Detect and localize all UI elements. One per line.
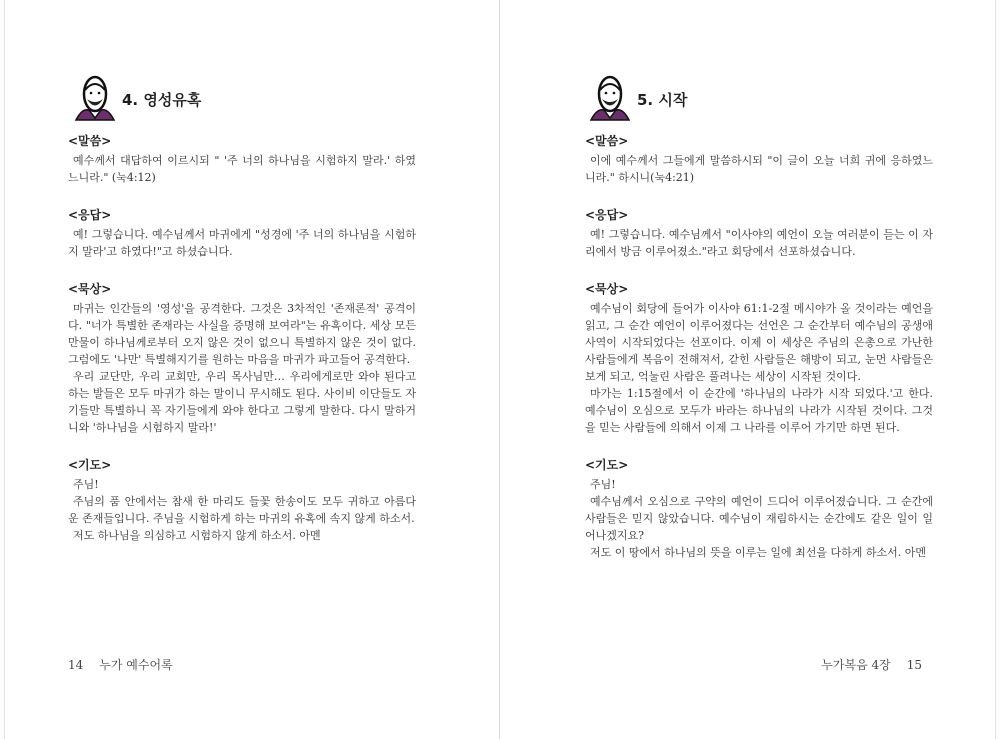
page-number: 15: [906, 658, 922, 672]
paragraph: 예수님께서 오심으로 구약의 예언이 드디어 이루어졌습니다. 그 순간에 사람들은 믿지 않았습니다. 예수님이 재림하시는 순간에도 같은 일이 일어나겠지요?: [585, 495, 933, 542]
paragraph: 마귀는 인간들의 '영성'을 공격한다. 그것은 3차적인 '존재론적' 공격이다. "너가 특별한 존재라는 사실을 증명해 보여라"는 유혹이다. 세상 모든 만물이 하나님께로부터 오지 않은 것이 없으니 특별하지 않은 것이 없다. 그럼에도 '나만' 특별해지기를 원하는 마음을 마귀가 파고들어 공격한다.: [68, 302, 416, 366]
running-title: 누가 예수어록: [99, 658, 173, 672]
page-footer: [821, 656, 922, 673]
paragraph: 주님의 품 안에서는 참새 한 마리도 들꽃 한송이도 모두 귀하고 아름다운 존재들입니다. 주님을 시험하게 하는 마귀의 유혹에 속지 않게 하소서.: [68, 495, 416, 525]
page-edge: [4, 0, 5, 739]
page-content: [68, 132, 416, 564]
section-heading: <말씀>: [585, 134, 629, 148]
section-meditation: [68, 280, 416, 436]
chapter-header: [72, 72, 201, 122]
paragraph: 저도 이 땅에서 하나님의 뜻을 이루는 일에 최선을 다하게 하소서. 아멘: [590, 546, 926, 559]
chapter-title: 5. 시작: [637, 90, 688, 109]
page-content: [585, 132, 933, 581]
paragraph: 우리 교단만, 우리 교회만, 우리 목사님만… 우리에게로만 와야 된다고 하는 발들은 모두 마귀가 하는 말이니 무시해도 된다. 사이비 이단들도 자기들만 특별하니 꼭 자기들에게 와야 한다고 그렇게 말한다. 다시 말하거니와 '하나님을 시험하지 말라!': [68, 370, 416, 434]
section-heading: <묵상>: [585, 282, 629, 296]
section-word: [585, 132, 933, 186]
paragraph: 마가는 1:15절에서 이 순간에 '하나님의 나라가 시작 되었다.'고 한다. 예수님이 오심으로 모두가 바라는 하나님의 나라가 시작된 것이다. 그것을 믿는 사람들에 의해서 이제 그 나라를 이루어 가기만 하면 된다.: [585, 387, 933, 434]
section-heading: <응답>: [68, 208, 112, 222]
page-footer: [68, 656, 173, 673]
paragraph: 예! 그렇습니다. 예수님께서 마귀에게 "성경에 '주 너의 하나님을 시험하지 말라'고 하였다!"고 하셨습니다.: [68, 228, 416, 258]
right-page: [500, 0, 1000, 739]
section-meditation: [585, 280, 933, 436]
section-prayer: [585, 456, 933, 561]
section-heading: <묵상>: [68, 282, 112, 296]
chapter-title: 4. 영성유혹: [122, 90, 202, 109]
page-edge: [995, 0, 996, 739]
chapter-header: [587, 72, 687, 122]
section-prayer: [68, 456, 416, 544]
section-response: [585, 206, 933, 260]
paragraph: 저도 하나님을 의심하고 시험하지 않게 하소서. 아멘: [73, 529, 321, 542]
section-heading: <기도>: [68, 458, 112, 472]
paragraph: 주님!: [73, 478, 99, 491]
section-heading: <말씀>: [68, 134, 112, 148]
section-heading: <응답>: [585, 208, 629, 222]
paragraph: 예수님이 회당에 들어가 이사야 61:1-2절 메시야가 올 것이라는 예언을 읽고, 그 순간 예언이 이루어졌다는 선언은 그 순간부터 예수님의 공생애 사역이 시작되었다는 선포이다. 이제 이 세상은 주님의 은총으로 가난한 사람들에게 복음이 전해져서, 갇힌 사람들은 해방이 되고, 눈먼 사람들은 보게 되고, 억눌린 사람은 풀려나는 세상이 시작된 것이다.: [585, 302, 933, 383]
section-word: [68, 132, 416, 186]
paragraph: 주님!: [590, 478, 616, 491]
jesus-avatar-icon: [72, 72, 118, 122]
section-response: [68, 206, 416, 260]
paragraph: 이에 예수께서 그들에게 말씀하시되 "이 글이 오늘 너희 귀에 응하였느니라." 하시니(눅4:21): [585, 154, 933, 184]
running-title: 누가복음 4장: [821, 658, 891, 672]
section-heading: <기도>: [585, 458, 629, 472]
page-number: 14: [68, 658, 84, 672]
paragraph: 예수께서 대답하여 이르시되 " '주 너의 하나님을 시험하지 말라.' 하였느니라." (눅4:12): [68, 154, 416, 184]
jesus-avatar-icon: [587, 72, 633, 122]
paragraph: 예! 그렇습니다. 예수님께서 "이사야의 예언이 오늘 여러분이 듣는 이 자리에서 방금 이루어졌소."라고 회당에서 선포하셨습니다.: [585, 228, 933, 258]
